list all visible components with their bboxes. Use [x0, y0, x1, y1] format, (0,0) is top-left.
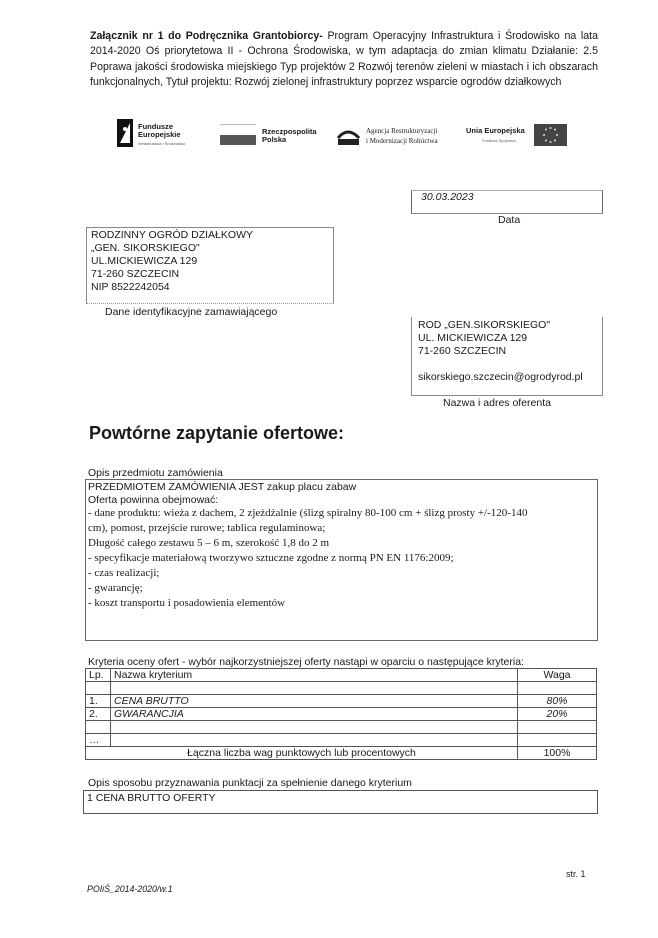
subject-subheading: Oferta powinna obejmować:: [88, 494, 219, 506]
criteria-label: Kryteria oceny ofert - wybór najkorzystniejszej oferty nastąpi w oparciu o następujące kryteria:: [88, 656, 524, 668]
subject-line: - czas realizacji;: [88, 567, 160, 579]
table-header-cell: Lp.: [86, 669, 111, 682]
bidder-email: sikorskiego.szczecin@ogrodyrod.pl: [418, 371, 583, 383]
date-label: Data: [498, 214, 521, 226]
ue-logo-title: Unia Europejska: [466, 126, 525, 135]
bidder-label: Nazwa i adres oferenta: [443, 397, 551, 409]
buyer-label: Dane identyfikacyjne zamawiającego: [105, 306, 278, 318]
total-value: 100%: [518, 747, 597, 760]
cell-lp: [86, 721, 111, 734]
rp-logo-title: Rzeczpospolita: [262, 127, 317, 136]
cell-weight: 80%: [518, 695, 597, 708]
table-header-row: [86, 669, 597, 682]
subject-label: Opis przedmiotu zamówienia: [88, 467, 223, 479]
bidder-line: ROD „GEN.SIKORSKIEGO": [418, 319, 551, 331]
buyer-line: 71-260 SZCZECIN: [91, 268, 180, 280]
cell-lp: …: [86, 734, 111, 747]
arimr-logo-icon: [337, 124, 360, 146]
ue-logo-sub: Fundusz Spójności: [482, 138, 516, 143]
subject-line: - gwarancję;: [88, 582, 143, 594]
arimr-line2: i Modernizacji Rolnictwa: [366, 137, 438, 145]
fe-logo-sub: Infrastruktura i Środowisko: [138, 141, 186, 146]
header-bold: Załącznik nr 1 do Podręcznika Grantobiorcy-: [90, 30, 323, 42]
cell-weight: [518, 734, 597, 747]
scoring-label: Opis sposobu przyznawania punktacji za spełnienie danego kryterium: [88, 777, 412, 789]
rp-logo-title2: Polska: [262, 135, 287, 144]
fe-logo-title2: Europejskie: [138, 130, 181, 139]
page-number: str. 1: [566, 869, 586, 879]
cell-name: [111, 734, 518, 747]
date-value: 30.03.2023: [421, 191, 474, 203]
cell-weight: 20%: [518, 708, 597, 721]
eu-flag-icon: [534, 124, 567, 146]
pl-flag-icon: [220, 135, 256, 145]
subject-heading: PRZEDMIOTEM ZAMÓWIENIA JEST zakup placu zabaw: [88, 481, 357, 493]
fe-logo-title: Fundusze: [138, 122, 173, 131]
fe-logo-icon: [117, 119, 133, 147]
cell-name: CENA BRUTTO: [111, 695, 518, 708]
page-title: Powtórne zapytanie ofertowe:: [89, 423, 345, 443]
cell-name: [111, 721, 518, 734]
cell-lp: 1.: [86, 695, 111, 708]
table-header-cell: Nazwa kryterium: [111, 669, 518, 682]
table-header-cell: Waga: [518, 669, 597, 682]
subject-line: cm), pomost, przejście rurowe; tablica regulaminowa;: [88, 522, 326, 534]
buyer-line: NIP 8522242054: [91, 281, 170, 293]
table-row: [86, 721, 597, 734]
header-text: Program Operacyjny Infrastruktura i Środowisko na lata 2014-2020 Oś priorytetowa II - Ochrona Środowiska, w tym adaptacja do zmian klimatu Działanie: 2.5 Poprawa jakości środowiska miejskiego Typ projektów 2 Rozwój terenów zieleni w miastach i ich obszarach funkcjonalnych, Tytuł projektu: Rozwój zielonej infrastruktury poprzez wsparcie ogrodów działkowych: [90, 30, 598, 89]
buyer-line: RODZINNY OGRÓD DZIAŁKOWY: [91, 229, 253, 241]
table-row: [86, 695, 597, 708]
cell-name: GWARANCJIA: [111, 708, 518, 721]
criteria-table: [85, 668, 597, 760]
scoring-text: 1 CENA BRUTTO OFERTY: [87, 792, 216, 804]
table-row: [86, 682, 597, 695]
pl-flag-top: [220, 124, 256, 125]
cell-weight: [518, 721, 597, 734]
table-total-row: [86, 747, 597, 760]
footer-code: POIiŚ_2014-2020/w.1: [87, 884, 173, 894]
table-row: [86, 708, 597, 721]
subject-line: - specyfikacje materiałową tworzywo sztuczne zgodne z normą PN EN 1176:2009;: [88, 552, 454, 564]
buyer-line: UL.MICKIEWICZA 129: [91, 255, 198, 267]
buyer-line: „GEN. SIKORSKIEGO": [91, 242, 200, 254]
table-row: [86, 734, 597, 747]
subject-line: - dane produktu: wieża z dachem, 2 zjeżdżalnie (ślizg spiralny 80-100 cm + ślizg prosty +/-120-140: [88, 507, 528, 519]
subject-line: - koszt transportu i posadowienia elementów: [88, 597, 286, 609]
arimr-line1: Agencja Restrukturyzacji: [366, 127, 438, 135]
bidder-line: 71-260 SZCZECIN: [418, 345, 507, 357]
cell-lp: 2.: [86, 708, 111, 721]
header-paragraph: [90, 29, 598, 91]
subject-line: Długość całego zestawu 5 – 6 m, szerokość 1,8 do 2 m: [88, 537, 330, 549]
bidder-line: UL. MICKIEWICZA 129: [418, 332, 528, 344]
total-label: Łączna liczba wag punktowych lub procentowych: [86, 747, 518, 760]
